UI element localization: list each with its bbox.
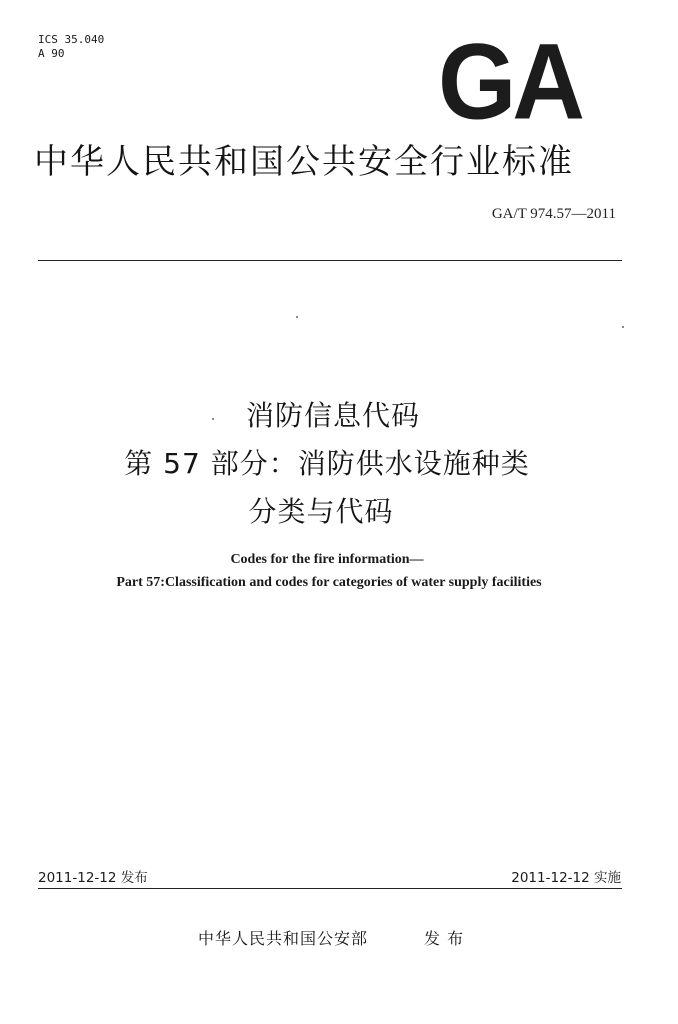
ga-logo: GA (438, 22, 581, 142)
chinese-title-line-3: 分类与代码 (248, 495, 394, 528)
header-divider (38, 260, 622, 261)
classification-codes (38, 33, 104, 61)
publisher-action: 发 布 (424, 929, 465, 948)
scan-speck (296, 316, 298, 318)
publisher-name: 中华人民共和国公安部 (198, 929, 369, 948)
scan-speck (622, 326, 624, 328)
chinese-title-line-1: 消防信息代码 (245, 399, 420, 432)
ics-code: ICS 35.040 (38, 33, 105, 46)
footer-divider (38, 888, 622, 889)
ccs-code: A 90 (38, 47, 65, 60)
issue-date: 2011-12-12 发布 (38, 870, 148, 886)
chinese-title-line-2: 第 57 部分：消防供水设施种类 (124, 447, 530, 480)
implementation-date: 2011-12-12 实施 (511, 870, 621, 886)
standard-category-title: 中华人民共和国公共安全行业标准 (34, 142, 574, 182)
english-title-line-2: Part 57:Classification and codes for categories of water supply facilities (116, 575, 542, 590)
english-title-line-1: Codes for the fire information— (230, 552, 424, 567)
standard-number: GA/T 974.57—2011 (491, 206, 616, 222)
